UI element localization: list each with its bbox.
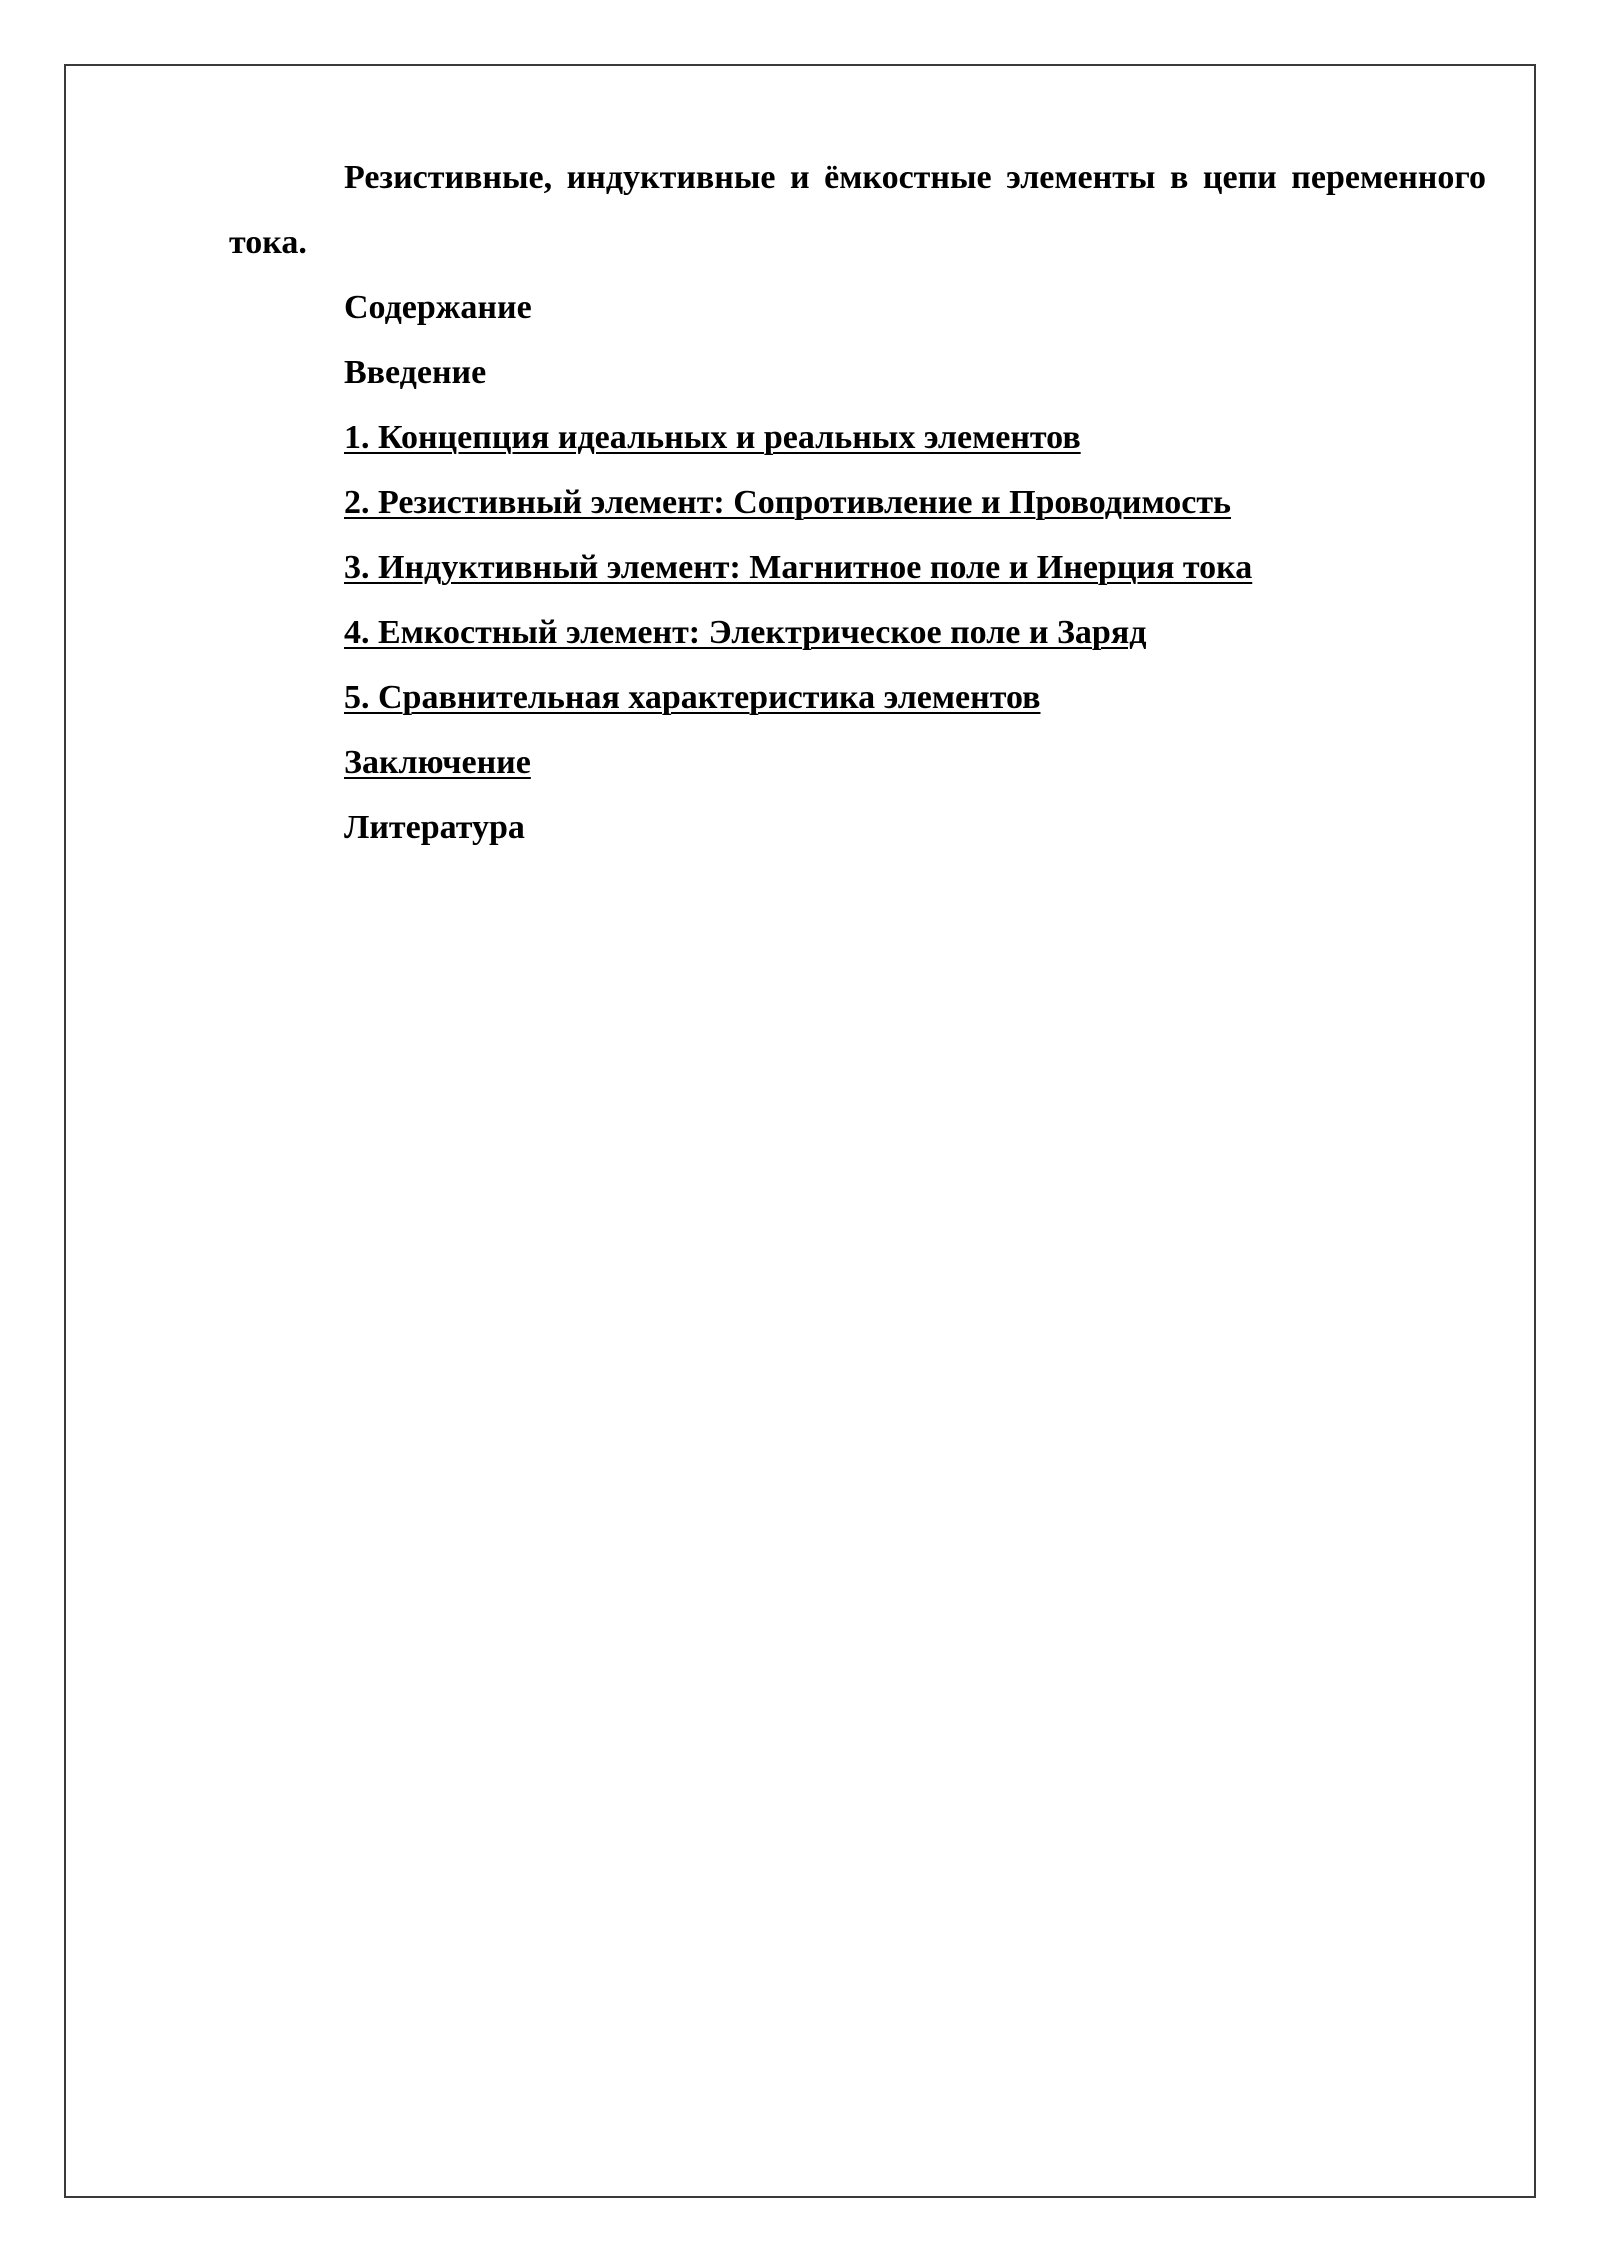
- toc-item-label: Введение: [344, 354, 487, 391]
- toc-item-conclusion[interactable]: [229, 730, 1486, 795]
- toc-link-inductive[interactable]: [344, 549, 1252, 586]
- document-body: [229, 145, 1486, 860]
- contents-heading-label: Содержание: [344, 289, 532, 326]
- toc-item-1[interactable]: [229, 405, 1486, 470]
- toc-item-label: 2. Резистивный элемент: Сопротивление и Проводимость: [344, 484, 1232, 521]
- toc-item-literature: [229, 795, 1486, 860]
- toc-item-label: 5. Сравнительная характеристика элементов: [344, 679, 1041, 716]
- toc-link-capacitive[interactable]: [344, 614, 1146, 651]
- document-title: Резистивные, индуктивные и ёмкостные элементы в цепи переменного тока.: [229, 159, 1486, 261]
- toc-item-5[interactable]: [229, 665, 1486, 730]
- toc-link-comparison[interactable]: [344, 679, 1041, 716]
- contents-heading: [229, 275, 1486, 340]
- toc-link-conclusion[interactable]: [344, 744, 531, 781]
- toc-item-label: Заключение: [344, 744, 531, 781]
- toc-item-label: 1. Концепция идеальных и реальных элементов: [344, 419, 1081, 456]
- toc-item-introduction: [229, 340, 1486, 405]
- toc-link-resistive[interactable]: [344, 484, 1231, 521]
- toc-item-3[interactable]: [229, 535, 1486, 600]
- toc-item-label: Литература: [344, 809, 525, 846]
- toc-item-label: 4. Емкостный элемент: Электрическое поле и Заряд: [344, 614, 1147, 651]
- toc-link-concept[interactable]: [344, 419, 1081, 456]
- toc-item-2[interactable]: [229, 470, 1486, 535]
- toc-item-4[interactable]: [229, 600, 1486, 665]
- toc-item-label: 3. Индуктивный элемент: Магнитное поле и Инерция тока: [344, 549, 1253, 586]
